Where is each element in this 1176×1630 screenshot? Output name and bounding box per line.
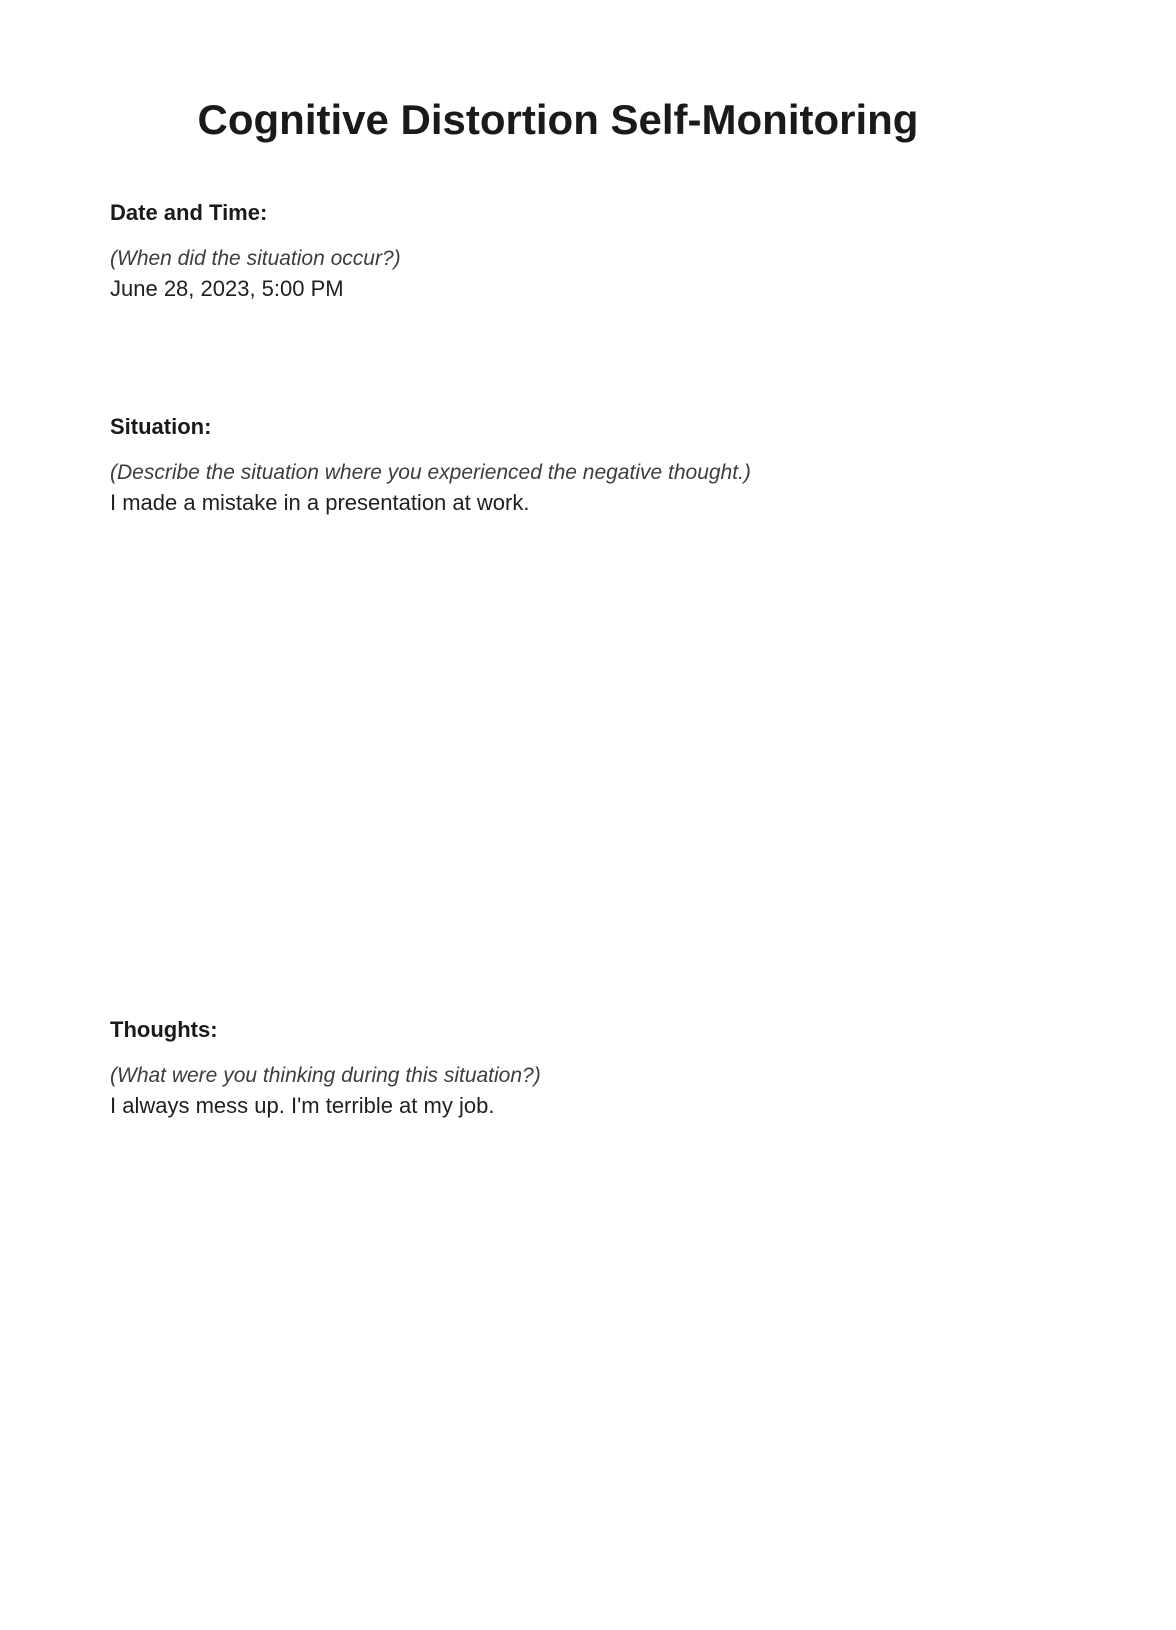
section-date-time xyxy=(110,200,1006,302)
section-thoughts xyxy=(110,1017,1006,1119)
section-situation xyxy=(110,414,1006,516)
page-title: Cognitive Distortion Self-Monitoring xyxy=(197,96,919,143)
date-time-label: Date and Time: xyxy=(110,200,268,225)
thoughts-prompt: (What were you thinking during this situation?) xyxy=(110,1064,541,1087)
date-time-answer: June 28, 2023, 5:00 PM xyxy=(110,276,344,301)
situation-answer: I made a mistake in a presentation at work. xyxy=(110,490,530,515)
situation-prompt: (Describe the situation where you experienced the negative thought.) xyxy=(110,461,751,484)
situation-label: Situation: xyxy=(110,414,212,439)
thoughts-label: Thoughts: xyxy=(110,1017,218,1042)
date-time-prompt: (When did the situation occur?) xyxy=(110,247,401,270)
thoughts-answer: I always mess up. I'm terrible at my job. xyxy=(110,1093,495,1118)
